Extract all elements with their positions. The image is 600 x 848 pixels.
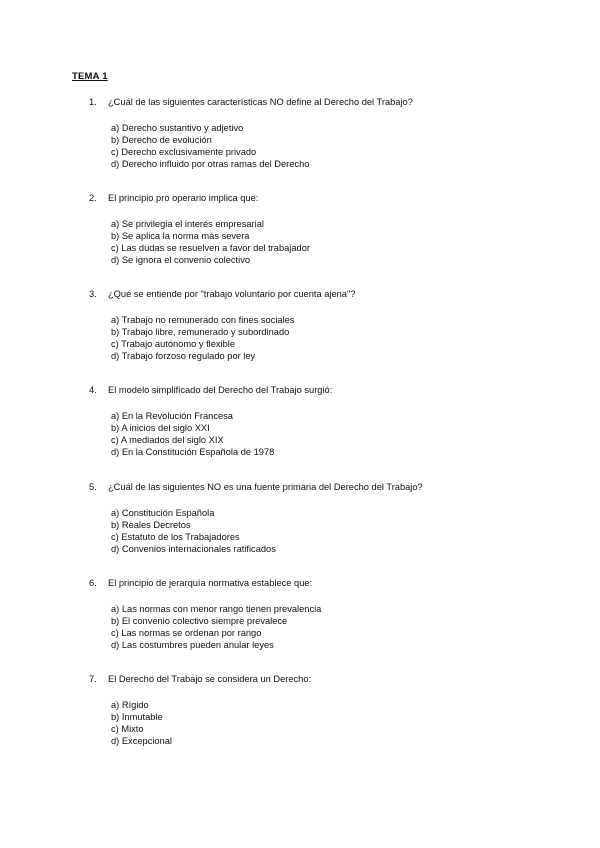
answer-option: a) Derecho sustantivo y adjetivo xyxy=(111,123,244,133)
answer-option: d) Trabajo forzoso regulado por ley xyxy=(111,351,256,362)
answer-option: b) Reales Decretos xyxy=(111,520,191,531)
question-2-line xyxy=(89,192,589,204)
answer-list xyxy=(89,410,589,458)
answer-option: d) En la Constitución Española de 1978 xyxy=(111,447,275,458)
answer-option: a) Las normas con menor rango tienen prevalencia xyxy=(111,604,322,614)
answer-option: c) Trabajo autónomo y flexible xyxy=(111,339,236,350)
answer-list xyxy=(89,699,589,747)
question-6-line xyxy=(89,577,589,589)
question-number: 2. xyxy=(89,193,97,203)
question-1 xyxy=(89,96,589,170)
answer-option: d) Convenios internacionales ratificados xyxy=(111,544,276,555)
question-text: El Derecho del Trabajo se considera un Derecho: xyxy=(108,674,312,684)
answer-option: a) Trabajo no remunerado con fines sociales xyxy=(111,315,295,325)
answer-list xyxy=(89,122,589,170)
answer-list xyxy=(89,314,589,362)
answer-option: a) Rígido xyxy=(111,700,149,710)
question-number: 4. xyxy=(89,385,97,395)
answer-option: b) El convenio colectivo siempre prevalece xyxy=(111,616,288,627)
question-5 xyxy=(89,481,589,555)
answer-option: c) Estatuto de los Trabajadores xyxy=(111,532,240,543)
question-text: El principio de jerarquía normativa establece que: xyxy=(108,578,313,588)
question-text: ¿Qué se entiende por "trabajo voluntario por cuenta ajena"? xyxy=(108,289,356,299)
question-6 xyxy=(89,577,589,651)
answer-option: c) A mediados del siglo XIX xyxy=(111,435,224,446)
question-number: 1. xyxy=(89,97,97,107)
question-4 xyxy=(89,384,589,458)
answer-list xyxy=(89,218,589,266)
answer-option: b) Inmutable xyxy=(111,712,163,723)
question-number: 3. xyxy=(89,289,97,299)
answer-option: b) Trabajo libre, remunerado y subordinado xyxy=(111,327,290,338)
answer-list xyxy=(89,507,589,555)
question-1-line xyxy=(89,96,589,108)
page-title: TEMA 1 xyxy=(72,71,108,82)
question-3-line xyxy=(89,288,589,300)
question-text: El modelo simplificado del Derecho del Trabajo surgió: xyxy=(108,385,333,395)
question-4-line xyxy=(89,384,589,396)
question-3 xyxy=(89,288,589,362)
question-text: ¿Cuál de las siguientes características NO define al Derecho del Trabajo? xyxy=(108,97,413,107)
question-number: 7. xyxy=(89,674,97,684)
answer-option: d) Se ignora el convenio colectivo xyxy=(111,255,251,266)
answer-option: c) Las normas se ordenan por rango xyxy=(111,628,262,639)
answer-option: b) Se aplica la norma más severa xyxy=(111,231,250,242)
answer-option: b) Derecho de evolución xyxy=(111,135,212,146)
answer-option: d) Derecho influido por otras ramas del Derecho xyxy=(111,159,310,170)
question-7 xyxy=(89,673,589,747)
answer-option: a) Constitución Española xyxy=(111,508,215,518)
answer-option: c) Las dudas se resuelven a favor del trabajador xyxy=(111,243,310,254)
answer-option: a) Se privilegia el interés empresarial xyxy=(111,219,264,229)
question-2 xyxy=(89,192,589,266)
answer-option: b) A inicios del siglo XXI xyxy=(111,423,210,434)
answer-option: d) Excepcional xyxy=(111,736,172,747)
question-number: 5. xyxy=(89,482,97,492)
answer-option: a) En la Revolución Francesa xyxy=(111,411,233,421)
answer-option: d) Las costumbres pueden anular leyes xyxy=(111,640,274,651)
question-text: El principio pro operario implica que: xyxy=(108,193,259,203)
question-number: 6. xyxy=(89,578,97,588)
answer-list xyxy=(89,603,589,651)
answer-option: c) Mixto xyxy=(111,724,144,735)
answer-option: c) Derecho exclusivamente privado xyxy=(111,147,257,158)
question-5-line xyxy=(89,481,589,493)
question-text: ¿Cuál de las siguientes NO es una fuente primaria del Derecho del Trabajo? xyxy=(108,482,423,492)
question-7-line xyxy=(89,673,589,685)
